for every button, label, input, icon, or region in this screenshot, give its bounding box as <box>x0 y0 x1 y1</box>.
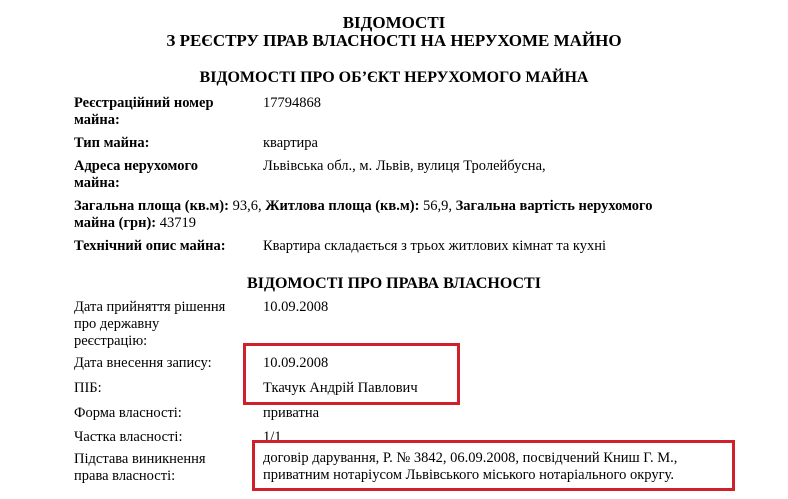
address-label: Адреса нерухомого майна: <box>74 158 198 191</box>
total-cost-row <box>74 215 196 232</box>
ownership-form-value: приватна <box>263 405 320 421</box>
document-subtitle: З РЕЄСТРУ ПРАВ ВЛАСНОСТІ НА НЕРУХОМЕ МАЙНО <box>166 31 622 50</box>
highlight-box-owner <box>243 343 460 405</box>
ownership-form-label: Форма власності: <box>74 405 182 421</box>
total-cost-value: 43719 <box>159 215 196 231</box>
entry-date-label: Дата внесення запису: <box>74 355 212 371</box>
living-area-label: Житлова площа (кв.м): <box>265 198 420 214</box>
total-cost-label-cont: майна (грн): <box>74 215 157 231</box>
decision-date-label: Дата прийняття рішення про державну реєстрацію: <box>74 299 226 349</box>
total-area-value: 93,6, <box>232 198 262 214</box>
tech-desc-label: Технічний опис майна: <box>74 238 226 254</box>
share-label: Частка власності: <box>74 429 183 445</box>
reg-number-label: Реєстраційний номер майна: <box>74 95 214 128</box>
basis-label: Підстава виникнення права власності: <box>74 451 206 484</box>
areas-row <box>74 198 734 215</box>
entry-date-value: 10.09.2008 <box>263 355 329 371</box>
reg-number-value: 17794868 <box>263 95 321 111</box>
living-area-value: 56,9, <box>423 198 453 214</box>
tech-desc-value: Квартира складається з трьох житлових кімнат та кухні <box>263 238 607 254</box>
property-type-value: квартира <box>263 135 318 151</box>
address-value: Львівська обл., м. Львів, вулиця Тролейбусна, <box>263 158 546 174</box>
object-section-title: ВІДОМОСТІ ПРО ОБ’ЄКТ НЕРУХОМОГО МАЙНА <box>199 69 589 86</box>
total-area-label: Загальна площа (кв.м): <box>74 198 229 214</box>
total-cost-label: Загальна вартість нерухомого <box>455 198 653 214</box>
highlight-box-basis <box>252 440 735 491</box>
property-type-label: Тип майна: <box>74 135 150 151</box>
rights-section-title: ВІДОМОСТІ ПРО ПРАВА ВЛАСНОСТІ <box>247 275 541 292</box>
full-name-value: Ткачук Андрій Павлович <box>263 380 418 396</box>
basis-value: договір дарування, Р. № 3842, 06.09.2008, посвідчений Книш Г. М., приватним нотаріусом Львівського міського нотаріального округу. <box>263 450 678 483</box>
share-value: 1/1 <box>263 429 282 445</box>
full-name-label: ПІБ: <box>74 380 102 396</box>
document-title: ВІДОМОСТІ <box>342 13 446 32</box>
decision-date-value: 10.09.2008 <box>263 299 329 315</box>
